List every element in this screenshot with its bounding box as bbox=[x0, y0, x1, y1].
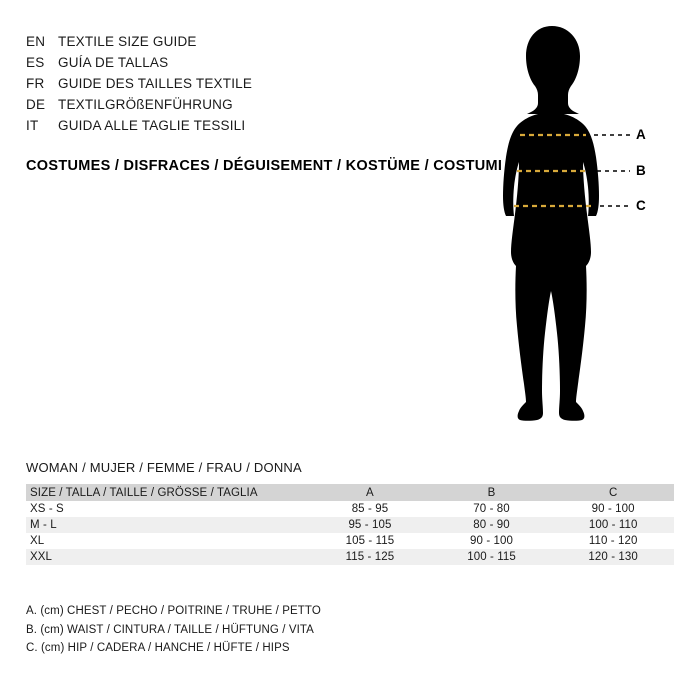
cell-waist: 70 - 80 bbox=[431, 501, 553, 517]
cell-hip: 90 - 100 bbox=[552, 501, 674, 517]
legend-hip: C. (cm) HIP / CADERA / HANCHE / HÜFTE / HIPS bbox=[26, 642, 290, 654]
language-code: DE bbox=[26, 97, 46, 112]
cell-chest: 105 - 115 bbox=[309, 533, 431, 549]
table-row bbox=[26, 533, 674, 549]
language-title: GUIDA ALLE TAGLIE TESSILI bbox=[58, 118, 246, 133]
language-row bbox=[26, 97, 466, 118]
column-header-size: SIZE / TALLA / TAILLE / GRÖSSE / TAGLIA bbox=[26, 484, 309, 501]
cell-waist: 80 - 90 bbox=[431, 517, 553, 533]
cell-waist: 100 - 115 bbox=[431, 549, 553, 565]
column-header-c: C bbox=[552, 484, 674, 501]
measure-label-b: B bbox=[636, 163, 646, 178]
cell-chest: 115 - 125 bbox=[309, 549, 431, 565]
language-row bbox=[26, 118, 466, 139]
table-body bbox=[26, 501, 674, 565]
table-header bbox=[26, 484, 674, 501]
measure-label-c: C bbox=[636, 198, 646, 213]
cell-hip: 120 - 130 bbox=[552, 549, 674, 565]
language-row bbox=[26, 34, 466, 55]
measure-label-a: A bbox=[636, 127, 646, 142]
cell-hip: 100 - 110 bbox=[552, 517, 674, 533]
language-title: GUÍA DE TALLAS bbox=[58, 55, 169, 70]
language-title: GUIDE DES TAILLES TEXTILE bbox=[58, 76, 253, 91]
table-header-row bbox=[26, 484, 674, 501]
language-title: TEXTILE SIZE GUIDE bbox=[58, 34, 197, 49]
language-row bbox=[26, 55, 466, 76]
table-row bbox=[26, 501, 674, 517]
legend-chest: A. (cm) CHEST / PECHO / POITRINE / TRUHE / PETTO bbox=[26, 605, 321, 617]
costumes-heading: COSTUMES / DISFRACES / DÉGUISEMENT / KOSTÜME / COSTUMI bbox=[26, 158, 503, 174]
language-code: ES bbox=[26, 55, 45, 70]
cell-chest: 95 - 105 bbox=[309, 517, 431, 533]
cell-size: XXL bbox=[26, 549, 309, 565]
column-header-b: B bbox=[431, 484, 553, 501]
legend-waist: B. (cm) WAIST / CINTURA / TAILLE / HÜFTUNG / VITA bbox=[26, 623, 314, 636]
language-code: FR bbox=[26, 76, 45, 91]
cell-size: M - L bbox=[26, 517, 309, 533]
language-code: EN bbox=[26, 34, 46, 49]
cell-size: XL bbox=[26, 533, 309, 549]
body-figure bbox=[470, 20, 690, 440]
language-row bbox=[26, 76, 466, 97]
table-row bbox=[26, 517, 674, 533]
column-header-a: A bbox=[309, 484, 431, 501]
table-row bbox=[26, 549, 674, 565]
measurement-legend bbox=[26, 602, 321, 658]
female-silhouette-icon bbox=[470, 20, 690, 440]
cell-size: XS - S bbox=[26, 501, 309, 517]
language-title: TEXTILGRÖßENFÜHRUNG bbox=[58, 97, 233, 112]
language-list bbox=[26, 34, 466, 139]
size-table bbox=[26, 484, 674, 565]
cell-chest: 85 - 95 bbox=[309, 501, 431, 517]
language-code: IT bbox=[26, 118, 39, 133]
cell-waist: 90 - 100 bbox=[431, 533, 553, 549]
cell-hip: 110 - 120 bbox=[552, 533, 674, 549]
table-caption: WOMAN / MUJER / FEMME / FRAU / DONNA bbox=[26, 460, 302, 475]
